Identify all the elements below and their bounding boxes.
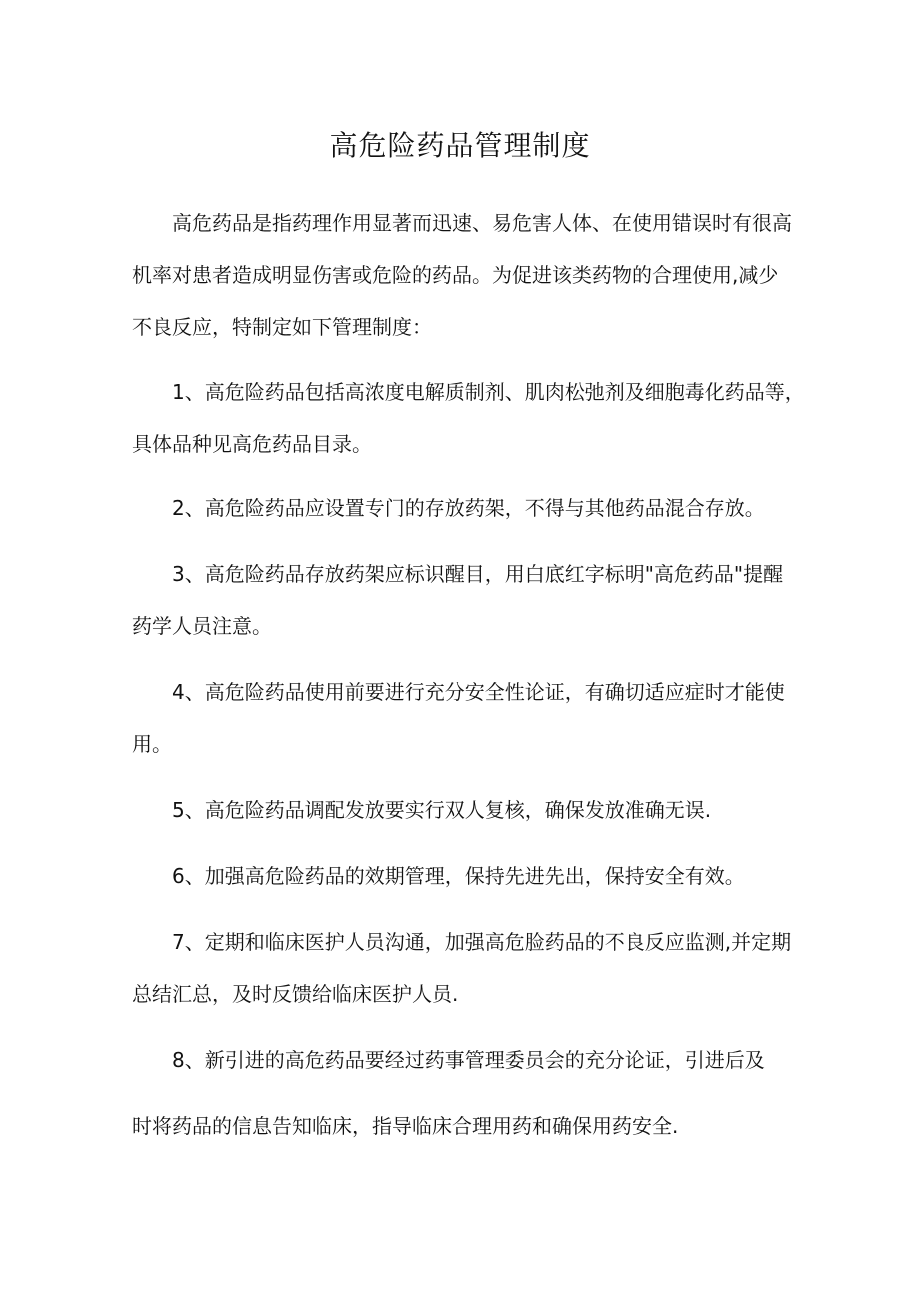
rule-line: 具体品种见高危药品目录。 xyxy=(132,432,372,456)
rule-item-5 xyxy=(132,784,794,836)
rule-line: 总结汇总，及时反馈给临床医护人员. xyxy=(132,982,459,1006)
rule-line: 7、定期和临床医护人员沟通，加强高危脸药品的不良反应监测,并定期 xyxy=(172,930,792,954)
rule-line: 时将药品的信息告知临床，指导临床合理用药和确保用药安全. xyxy=(132,1114,679,1138)
rule-item-6 xyxy=(132,850,794,902)
rule-item-2 xyxy=(132,482,794,534)
rule-item-3 xyxy=(132,548,794,652)
intro-line: 不良反应，特制定如下管理制度： xyxy=(132,315,432,339)
rule-line: 3、高危险药品存放药架应标识醒目，用白底红字标明"高危药品"提醒 xyxy=(172,562,784,586)
rule-item-4 xyxy=(132,666,794,770)
rule-line: 药学人员注意。 xyxy=(132,614,272,638)
document-title: 高危险药品管理制度 xyxy=(329,129,591,162)
rule-line: 用。 xyxy=(132,732,172,756)
rule-line: 6、加强高危险药品的效期管理，保持先进先出，保持安全有效。 xyxy=(172,864,745,888)
intro-line: 机率对患者造成明显伤害或危险的药品。为促进该类药物的合理使用,减少 xyxy=(132,263,779,287)
rule-item-8 xyxy=(132,1034,794,1152)
rule-line: 4、高危险药品使用前要进行充分安全性论证，有确切适应症时才能使 xyxy=(172,680,785,704)
rule-item-1 xyxy=(132,366,805,470)
rule-line: 5、高危险药品调配发放要实行双人复核，确保发放准确无误. xyxy=(172,798,712,822)
rule-line: 2、高危险药品应设置专门的存放药架，不得与其他药品混合存放。 xyxy=(172,496,765,520)
rule-item-7 xyxy=(132,916,794,1020)
rule-line: 1、高危险药品包括高浓度电解质制剂、肌肉松弛剂及细胞毒化药品等， xyxy=(172,380,805,404)
intro-line: 高危药品是指药理作用显著而迅速、易危害人体、在使用错误时有很高 xyxy=(172,211,792,235)
rule-line: 8、新引进的高危药品要经过药事管理委员会的充分论证，引进后及 xyxy=(172,1048,765,1072)
intro-paragraph xyxy=(132,197,794,353)
